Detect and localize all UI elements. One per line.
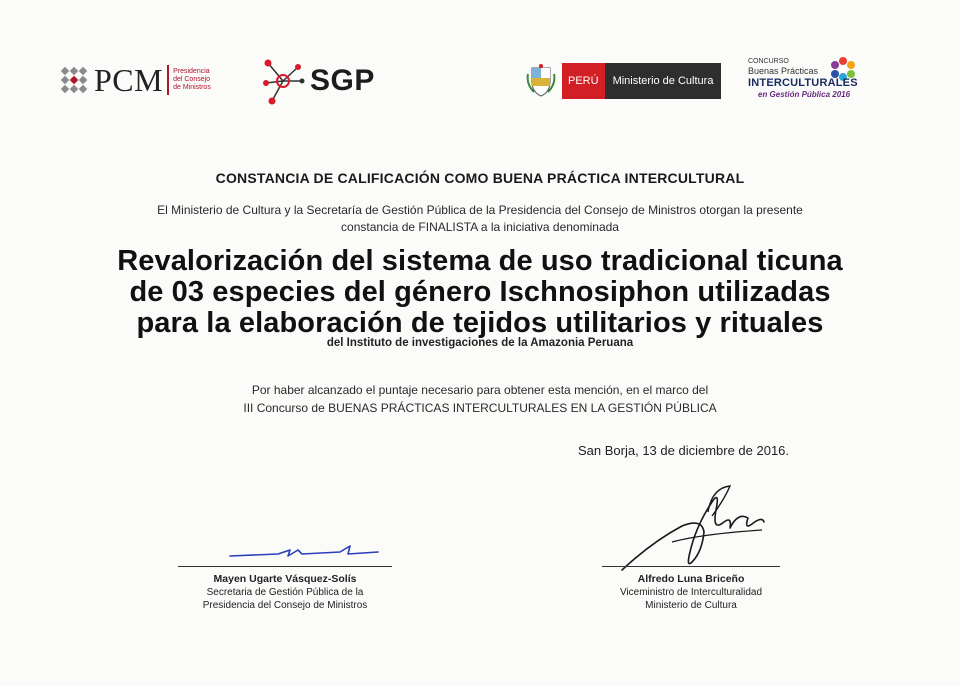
signer-role-line-2: Presidencia del Consejo de Ministros [202,600,368,611]
signer-name: Mayen Ugarte Vásquez-Solís [213,573,357,585]
sgp-wordmark: SGP [310,64,375,97]
pcm-wordmark: PCM [94,62,164,98]
reason-text [0,381,960,417]
intro-line-2: constancia de FINALISTA a la iniciativa denominada [341,220,619,234]
signer-role-line-1: Viceministro de Interculturalidad [619,587,763,598]
signer-role-line-2: Ministerio de Cultura [645,600,737,611]
project-title-line-2: de 03 especies del género Ischnosiphon utilizadas [129,276,831,308]
concurso-year: en Gestión Pública 2016 [758,90,851,99]
sgp-logo [258,52,375,110]
ministry-label: Ministerio de Cultura [605,63,722,99]
place-date: San Borja, 13 de diciembre de 2016. [578,443,790,458]
institution-name: del Instituto de investigaciones de la Amazonia Peruana [326,337,634,349]
intro-line-1: El Ministerio de Cultura y la Secretaría de Gestión Pública de la Presidencia del Consejo de Ministros otorgan la presente [157,203,803,217]
ministerio-cultura-logo [526,62,721,100]
project-title [0,246,960,339]
pcm-logo [60,60,213,100]
project-title-line-3: para la elaboración de tejidos utilitarios y rituales [136,307,824,339]
coat-of-arms-icon [526,64,556,98]
sgp-network-icon [258,53,308,109]
project-title-line-1: Revalorización del sistema de uso tradicional ticuna [117,245,843,277]
pcm-divider [167,65,169,95]
signer-right [586,573,796,612]
signer-name: Alfredo Luna Briceño [637,573,745,585]
pcm-emblem-icon [60,66,88,94]
signature-right [612,482,782,582]
signer-left [170,573,400,612]
pcm-subtitle: Presidencia del Consejo de Ministros [173,68,211,91]
signature-line-left [178,566,392,567]
intro-text [0,202,960,236]
signature-left [228,538,388,564]
concurso-title: INTERCULTURALES [748,77,858,89]
concurso-logo [748,56,888,102]
reason-line-2: III Concurso de BUENAS PRÁCTICAS INTERCULTURALES EN LA GESTIÓN PÚBLICA [243,401,717,415]
concurso-subtitle: Buenas Prácticas [748,66,819,76]
certificate-heading: CONSTANCIA DE CALIFICACIÓN COMO BUENA PRÁCTICA INTERCULTURAL [215,170,745,186]
signature-line-right [602,566,780,567]
concurso-label: CONCURSO [748,58,789,65]
reason-line-1: Por haber alcanzado el puntaje necesario para obtener esta mención, en el marco del [251,383,709,397]
peru-label: PERÚ [562,63,605,99]
signer-role-line-1: Secretaria de Gestión Pública de la [206,587,364,598]
